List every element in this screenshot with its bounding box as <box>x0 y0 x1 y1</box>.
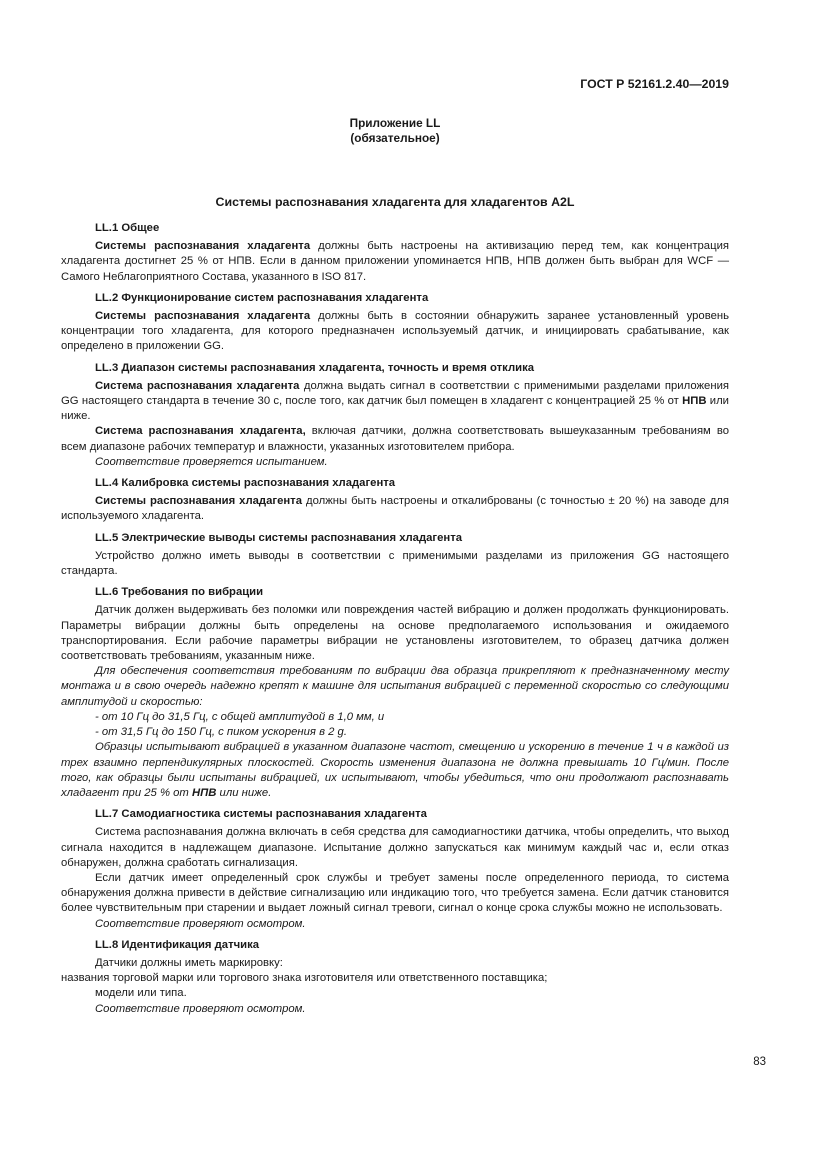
paragraph <box>61 424 729 454</box>
paragraph-text: или ниже. <box>216 786 272 799</box>
section-heading: LL.5 Электрические выводы системы распознавания хладагента <box>95 531 463 544</box>
section-ll2 <box>61 291 729 355</box>
test-procedure <box>61 740 729 801</box>
term-bold: Системы распознавания хладагента <box>95 310 311 323</box>
section-heading: LL.1 Общее <box>95 222 160 234</box>
paragraph <box>61 239 729 285</box>
document-body <box>61 221 729 1023</box>
paragraph <box>61 494 729 524</box>
list-item: модели или типа. <box>95 987 187 1000</box>
section-heading: LL.4 Калибровка системы распознавания хладагента <box>95 477 396 490</box>
page-number: 83 <box>753 1056 766 1068</box>
section-ll5 <box>61 531 729 580</box>
paragraph: Датчики должны иметь маркировку: <box>95 956 283 969</box>
section-ll6 <box>61 585 729 801</box>
section-heading: LL.8 Идентификация датчика <box>95 938 260 951</box>
section-ll3 <box>61 361 729 470</box>
term-bold: Системы распознавания хладагента <box>95 495 303 508</box>
paragraph-text: включая датчики, должна соответствовать вышеуказанным требованиям во всем диапазоне рабочих температур и влажности, указанных изготовителем прибора. <box>61 425 729 453</box>
paragraph-text: должны быть настроены и откалиброваны (с точностью ± 20 %) на заводе для используемого хладагента. <box>61 495 730 523</box>
paragraph: Система распознавания должна включать в себя средства для самодиагностики датчика, чтобы определить, что выход сигнала находится в надлежащем диапазоне. Испытание должно запускаться как минимум каждый час и, если отказ обнаружен, должна сработать сигнализация. <box>61 826 729 869</box>
section-ll1 <box>61 221 729 285</box>
paragraph <box>61 309 729 355</box>
paragraph-text: должна выдать сигнал в соответствии с применимыми разделами приложения GG настоящего стандарта в течение 30 с, после того, как датчик был помещен в хладагент с концентрацией 25 % от <box>61 379 730 408</box>
paragraph-text: должны быть настроены на активизацию перед тем, как концентрация хладагента достигнет 25 % от НПВ. Если в данном приложении упоминается НПВ, НПВ должен быть выбран для WCF — Самого Неблагоприятного Состава, указанного в ISO 817. <box>61 240 729 283</box>
term-bold: Система распознавания хладагента <box>95 379 300 392</box>
annex-title: Приложение LL <box>349 116 441 130</box>
paragraph: Датчик должен выдерживать без поломки или повреждения частей вибрацию и должен продолжать функционировать. Параметры вибрации должны быть определены на основе предполагаемого использования и ожидаемого транспортирования. Если рабочие параметры вибрации не установлены изготовителем, то образец датчика должен соответствовать требованиям, указанным ниже. <box>61 604 729 663</box>
annex-status: (обязательное) <box>350 131 440 145</box>
paragraph: Устройство должно иметь выводы в соответствии с применимыми разделами из приложения GG настоящего стандарта. <box>61 549 729 578</box>
section-ll7 <box>61 807 729 932</box>
paragraph: Если датчик имеет определенный срок службы и требует замены после определенного периода, то система обнаружения должна привести в действие сигнализацию или индикацию того, что требуется замена. Если датчик становится более чувствительным при старении и выдает ложный сигнал тревоги, сигнал о конце срока службы можно не использовать. <box>61 871 729 915</box>
compliance-note: Соответствие проверяют осмотром. <box>95 1002 306 1015</box>
compliance-note: Соответствие проверяют осмотром. <box>95 917 306 930</box>
section-heading: LL.3 Диапазон системы распознавания хладагента, точность и время отклика <box>95 361 535 374</box>
document-title: Системы распознавания хладагента для хладагентов A2L <box>215 195 575 209</box>
annex-heading <box>61 116 729 146</box>
list-item: названия торговой марки или торгового знака изготовителя или ответственного поставщика; <box>61 972 548 985</box>
standard-number: ГОСТ Р 52161.2.40—2019 <box>580 77 729 91</box>
section-heading: LL.2 Функционирование систем распознавания хладагента <box>95 291 429 304</box>
test-procedure: Для обеспечения соответствия требованиям по вибрации два образца прикрепляют к предназначенному месту монтажа и в свою очередь надежно крепят к машине для испытания вибрацией с переменной скоростью со следующими амплитудой и скоростью: <box>61 665 729 708</box>
section-heading: LL.6 Требования по вибрации <box>95 586 264 599</box>
paragraph-text: должны быть в состоянии обнаружить заранее установленный уровень концентрации того хладагента, для которого предназначен используемый датчик, и инициировать срабатывание, как определено в приложении GG. <box>61 310 730 353</box>
list-item: - от 31,5 Гц до 150 Гц, с пиком ускорения в 2 g. <box>95 726 347 739</box>
term-bold: НПВ <box>191 786 217 799</box>
paragraph-text: Образцы испытывают вибрацией в указанном диапазоне частот, смещению и ускорению в течение 1 ч в каждой из трех взаимно перпендикулярных плоскостей. Скорость изменения диапазона не должна превышать 10 Гц/мин. После того, как образцы были испытаны вибрацией, их испытывают, чтобы убедиться, что они продолжают распознавать хладагент при 25 % от <box>61 741 729 799</box>
term-bold: Системы распознавания хладагента <box>95 240 311 253</box>
section-ll4 <box>61 476 729 525</box>
term-bold: Система распознавания хладагента, <box>95 425 306 438</box>
compliance-note: Соответствие проверяется испытанием. <box>95 455 328 468</box>
list-item: - от 10 Гц до 31,5 Гц, с общей амплитудой в 1,0 мм, и <box>95 710 385 723</box>
section-heading: LL.7 Самодиагностика системы распознавания хладагента <box>95 808 427 821</box>
paragraph-text: или ниже. <box>61 395 729 423</box>
paragraph <box>61 379 729 425</box>
term-bold: НПВ <box>682 395 707 408</box>
section-ll8 <box>61 938 729 1017</box>
